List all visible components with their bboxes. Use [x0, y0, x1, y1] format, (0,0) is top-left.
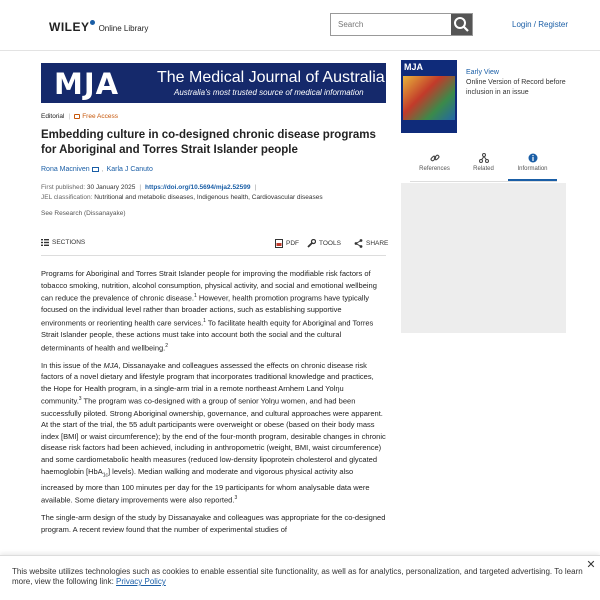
journal-abbr: MJA — [54, 67, 120, 101]
divider: | — [68, 113, 71, 120]
paragraph-text: In this issue of the — [41, 360, 104, 370]
information-panel — [401, 183, 566, 333]
cookie-message: This website utilizes technologies such as cookies to enable essential site functionality, as well as for analytics, personalization, and targeted advertising. To learn more, view the following link: — [12, 567, 583, 586]
sections-button[interactable] — [41, 239, 85, 246]
paragraph-text: , Dissanayake and colleagues assessed the effects on chronic disease risk factors of a novel dietary and lifestyle program that incorporates traditional knowledge and practices, the Hope for Health program, in a single-arm trial in a remote northeast Arnhem Land Yolŋu community. — [41, 360, 374, 406]
see-research-link[interactable]: See Research (Dissanayake) — [41, 210, 126, 217]
cover-abbr: MJA — [404, 62, 424, 72]
tab-references[interactable] — [410, 150, 459, 181]
list-icon — [41, 239, 49, 246]
reference-link[interactable]: 3 — [234, 495, 238, 502]
journal-title: The Medical Journal of Australia — [157, 69, 385, 86]
journal-tagline: Australia's most trusted source of medical information — [174, 88, 364, 97]
paragraph-text: ] levels). Median walking and moderate and vigorous physical activity also increased by more than 100 minutes per day for the 19 participants for whom analysable data were available. Some dietary improvements were also reported. — [41, 466, 370, 505]
tools-label: TOOLS — [319, 240, 341, 248]
reference-link[interactable]: 3 — [78, 396, 82, 403]
early-view-title[interactable]: Early View — [466, 69, 499, 76]
search-box — [330, 13, 473, 36]
tab-label: References — [419, 166, 450, 172]
reference-link[interactable]: 1 — [203, 317, 206, 324]
article-title: Embedding culture in co-designed chronic disease programs for Aboriginal and Torres Strait Islander people — [41, 129, 376, 156]
site-header — [0, 0, 600, 51]
article-type-row — [41, 113, 118, 120]
early-view-text: Online Version of Record before inclusion in an issue — [466, 79, 566, 96]
jel-classification — [41, 194, 323, 201]
free-access-label: Free Access — [82, 113, 118, 120]
paragraph: The single-arm design of the study by Dissanayake and colleagues was appropriate for the co-designed program. A recent review found that the number of experimental studies of — [41, 513, 386, 534]
paragraph-text: Programs for Aboriginal and Torres Strait Islander people for improving the modifiable risk factors of tobacco smoking, nutrition, alcohol consumption, physical activity, and social and emotional wellbeing can reduce the prevalence of chronic disease. — [41, 269, 377, 303]
author-link[interactable]: Karla J Canuto — [106, 166, 153, 173]
close-icon[interactable]: ✕ — [586, 559, 596, 571]
paragraph — [41, 360, 386, 507]
jel-label: JEL classification: — [41, 194, 93, 201]
login-register-link[interactable]: Login / Register — [512, 20, 569, 29]
jel-value: Nutritional and metabolic diseases, Indigenous health, Cardiovascular diseases — [94, 194, 323, 201]
article-body — [41, 268, 386, 541]
search-button[interactable] — [451, 14, 472, 35]
published-date: 30 January 2025 — [86, 184, 136, 191]
link-icon — [430, 153, 440, 163]
journal-banner[interactable] — [41, 63, 386, 103]
tab-information[interactable] — [508, 150, 557, 181]
logo-dot-icon — [90, 20, 95, 25]
paragraph-text: The program was co-designed with a group of senior Yolŋu women, and had been successfully piloted. Strong Aboriginal ownership, governance, and cultural approaches were apparent. At the start of the trial, the 55 adult participants were overweight or obese (based on their body mass index [BMI] or waist circumference); by the end of the four-month program, desirable changes in chronic disease risk factors had been achieved, including in anthropometric (weight, BMI, waist circumference) and some cardiometabolic health measures (reduced low-density lipoprotein cholesterol and glycated haemoglobin [HbA — [41, 396, 386, 476]
tab-label: Information — [517, 166, 548, 172]
pdf-label: PDF — [286, 240, 299, 248]
share-icon — [354, 239, 363, 248]
pdf-button[interactable] — [275, 239, 299, 248]
journal-name-italic: MJA — [103, 360, 119, 370]
publication-info — [41, 184, 260, 191]
published-label: First published: — [41, 184, 86, 191]
paragraph-text: To facilitate health equity for Aboriginal and Torres Strait Islander people, these actions must take into account both the social and the cultural determinants of health and wellbeing. — [41, 318, 374, 353]
privacy-policy-link[interactable]: Privacy Policy — [116, 577, 166, 586]
reference-link[interactable]: 2 — [165, 342, 169, 349]
tab-label: Related — [473, 166, 494, 172]
tools-button[interactable] — [307, 239, 341, 248]
divider: , — [101, 166, 104, 173]
wrench-icon — [307, 239, 316, 248]
cover-image — [403, 76, 455, 120]
cookie-banner — [0, 555, 600, 600]
mail-icon[interactable] — [92, 167, 99, 172]
wiley-logo[interactable] — [49, 20, 148, 34]
share-label: SHARE — [366, 240, 389, 248]
author-list — [41, 166, 153, 173]
unlock-icon — [74, 114, 80, 119]
search-input[interactable] — [331, 14, 452, 35]
pdf-icon — [275, 239, 283, 248]
search-icon — [451, 14, 472, 35]
brand-name: WILEY — [49, 20, 90, 34]
paragraph-text: However, health promotion programs have typically focused on the individual level rather than broader actions, such as establishing supportive environments or reorienting health care services. — [41, 293, 369, 328]
divider: | — [254, 184, 257, 191]
article-toolbar — [41, 236, 389, 256]
divider: | — [139, 184, 142, 191]
brand-suffix: Online Library — [98, 24, 149, 33]
share-button[interactable] — [354, 239, 388, 248]
sidebar-tabs — [410, 150, 557, 182]
paragraph — [41, 268, 386, 354]
tab-related[interactable] — [459, 150, 508, 181]
sections-label: SECTIONS — [52, 239, 86, 247]
info-icon — [528, 153, 538, 163]
early-view-info — [466, 68, 576, 98]
doi-link[interactable]: https://doi.org/10.5694/mja2.52599 — [145, 184, 251, 191]
reference-link[interactable]: 1 — [194, 293, 197, 300]
journal-cover[interactable] — [401, 60, 457, 133]
network-icon — [479, 153, 489, 163]
article-type: Editorial — [41, 113, 65, 120]
cookie-text — [12, 567, 590, 587]
author-link[interactable]: Rona Macniven — [41, 166, 90, 173]
subscript: 1c — [102, 472, 108, 478]
